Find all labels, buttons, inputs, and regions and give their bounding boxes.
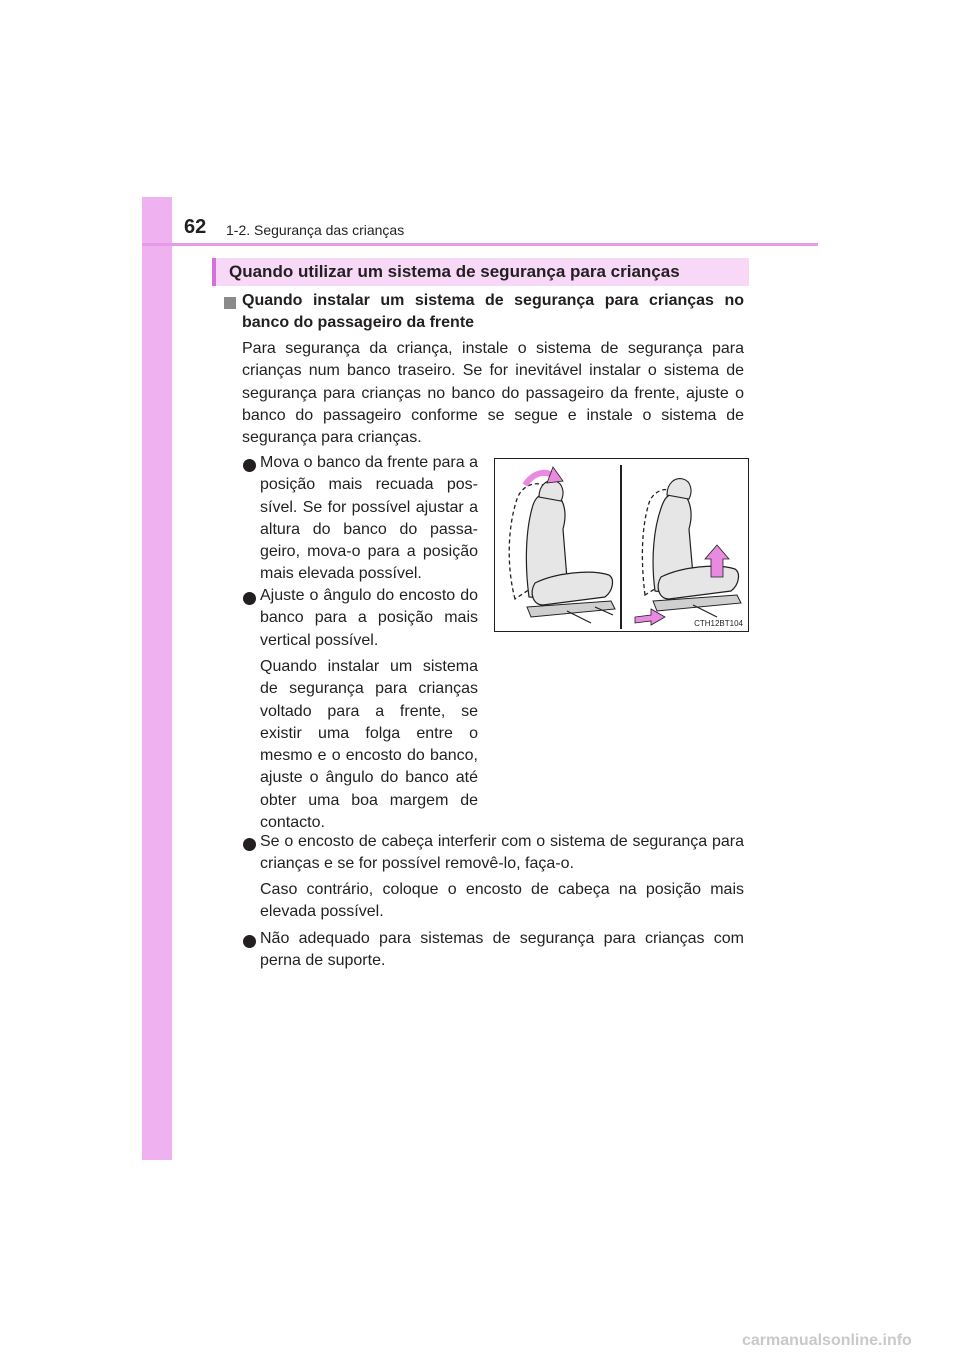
bullet-dot-icon [243,459,256,472]
bullet-support-leg: Não adequado para sistemas de segurança para crianças com perna de suporte. [260,930,744,970]
bullet-headrest: Se o encosto de cabeça interferir com o sistema de segurança para crianças e se for possível removê-lo, faça-o. [260,833,744,873]
page-number: 62 [184,216,207,238]
figure-code: CTH12BT104 [694,619,743,628]
note-seatback-gap: Quando instalar um sistema de segurança para crianças voltado para a frente, se existir uma folga entre o mesmo e o encosto do banco, ajuste o ângulo do banco até obter uma boa margem de contacto. [260,658,478,832]
seat-adjustment-figure [494,458,749,632]
section-header [212,258,749,286]
intro-paragraph: Para segurança da criança, instale o sistema de segurança para crianças num banco traseiro. Se for inevitável instalar o sistema de segurança para crianças no banco do passageiro da frente, ajuste o banco do passageiro conforme se segue e instale o sistema de segurança para crianças. [242,340,744,447]
chapter-title: 1-2. Segurança das crianças [226,222,405,238]
side-color-strip [142,197,172,1160]
bullet-dot-icon [243,592,256,605]
section-title: Quando utilizar um sistema de segurança para crianças [229,262,680,281]
subsection-square-icon [224,297,236,309]
bullet-dot-icon [243,935,256,948]
bullet-seatback-angle: Ajuste o ângulo do encosto do banco para a posição mais vertical possível. [260,587,478,649]
header-rule [142,243,818,246]
bullet-dot-icon [243,838,256,851]
note-headrest: Caso contrário, coloque o encosto de cabeça na posição mais elevada possível. [260,881,744,921]
seat-illustration [495,459,748,631]
bullet-move-seat: Mova o banco da frente para a posição mais recuada pos-sível. Se for possível ajustar a altura do banco do passa-geiro, mova-o para a posição mais elevada possível. [260,454,478,583]
subsection-title: Quando instalar um sistema de segurança para crianças no banco do passageiro da frente [242,292,744,332]
footer-watermark: carmanualsonline.info [742,1332,912,1349]
